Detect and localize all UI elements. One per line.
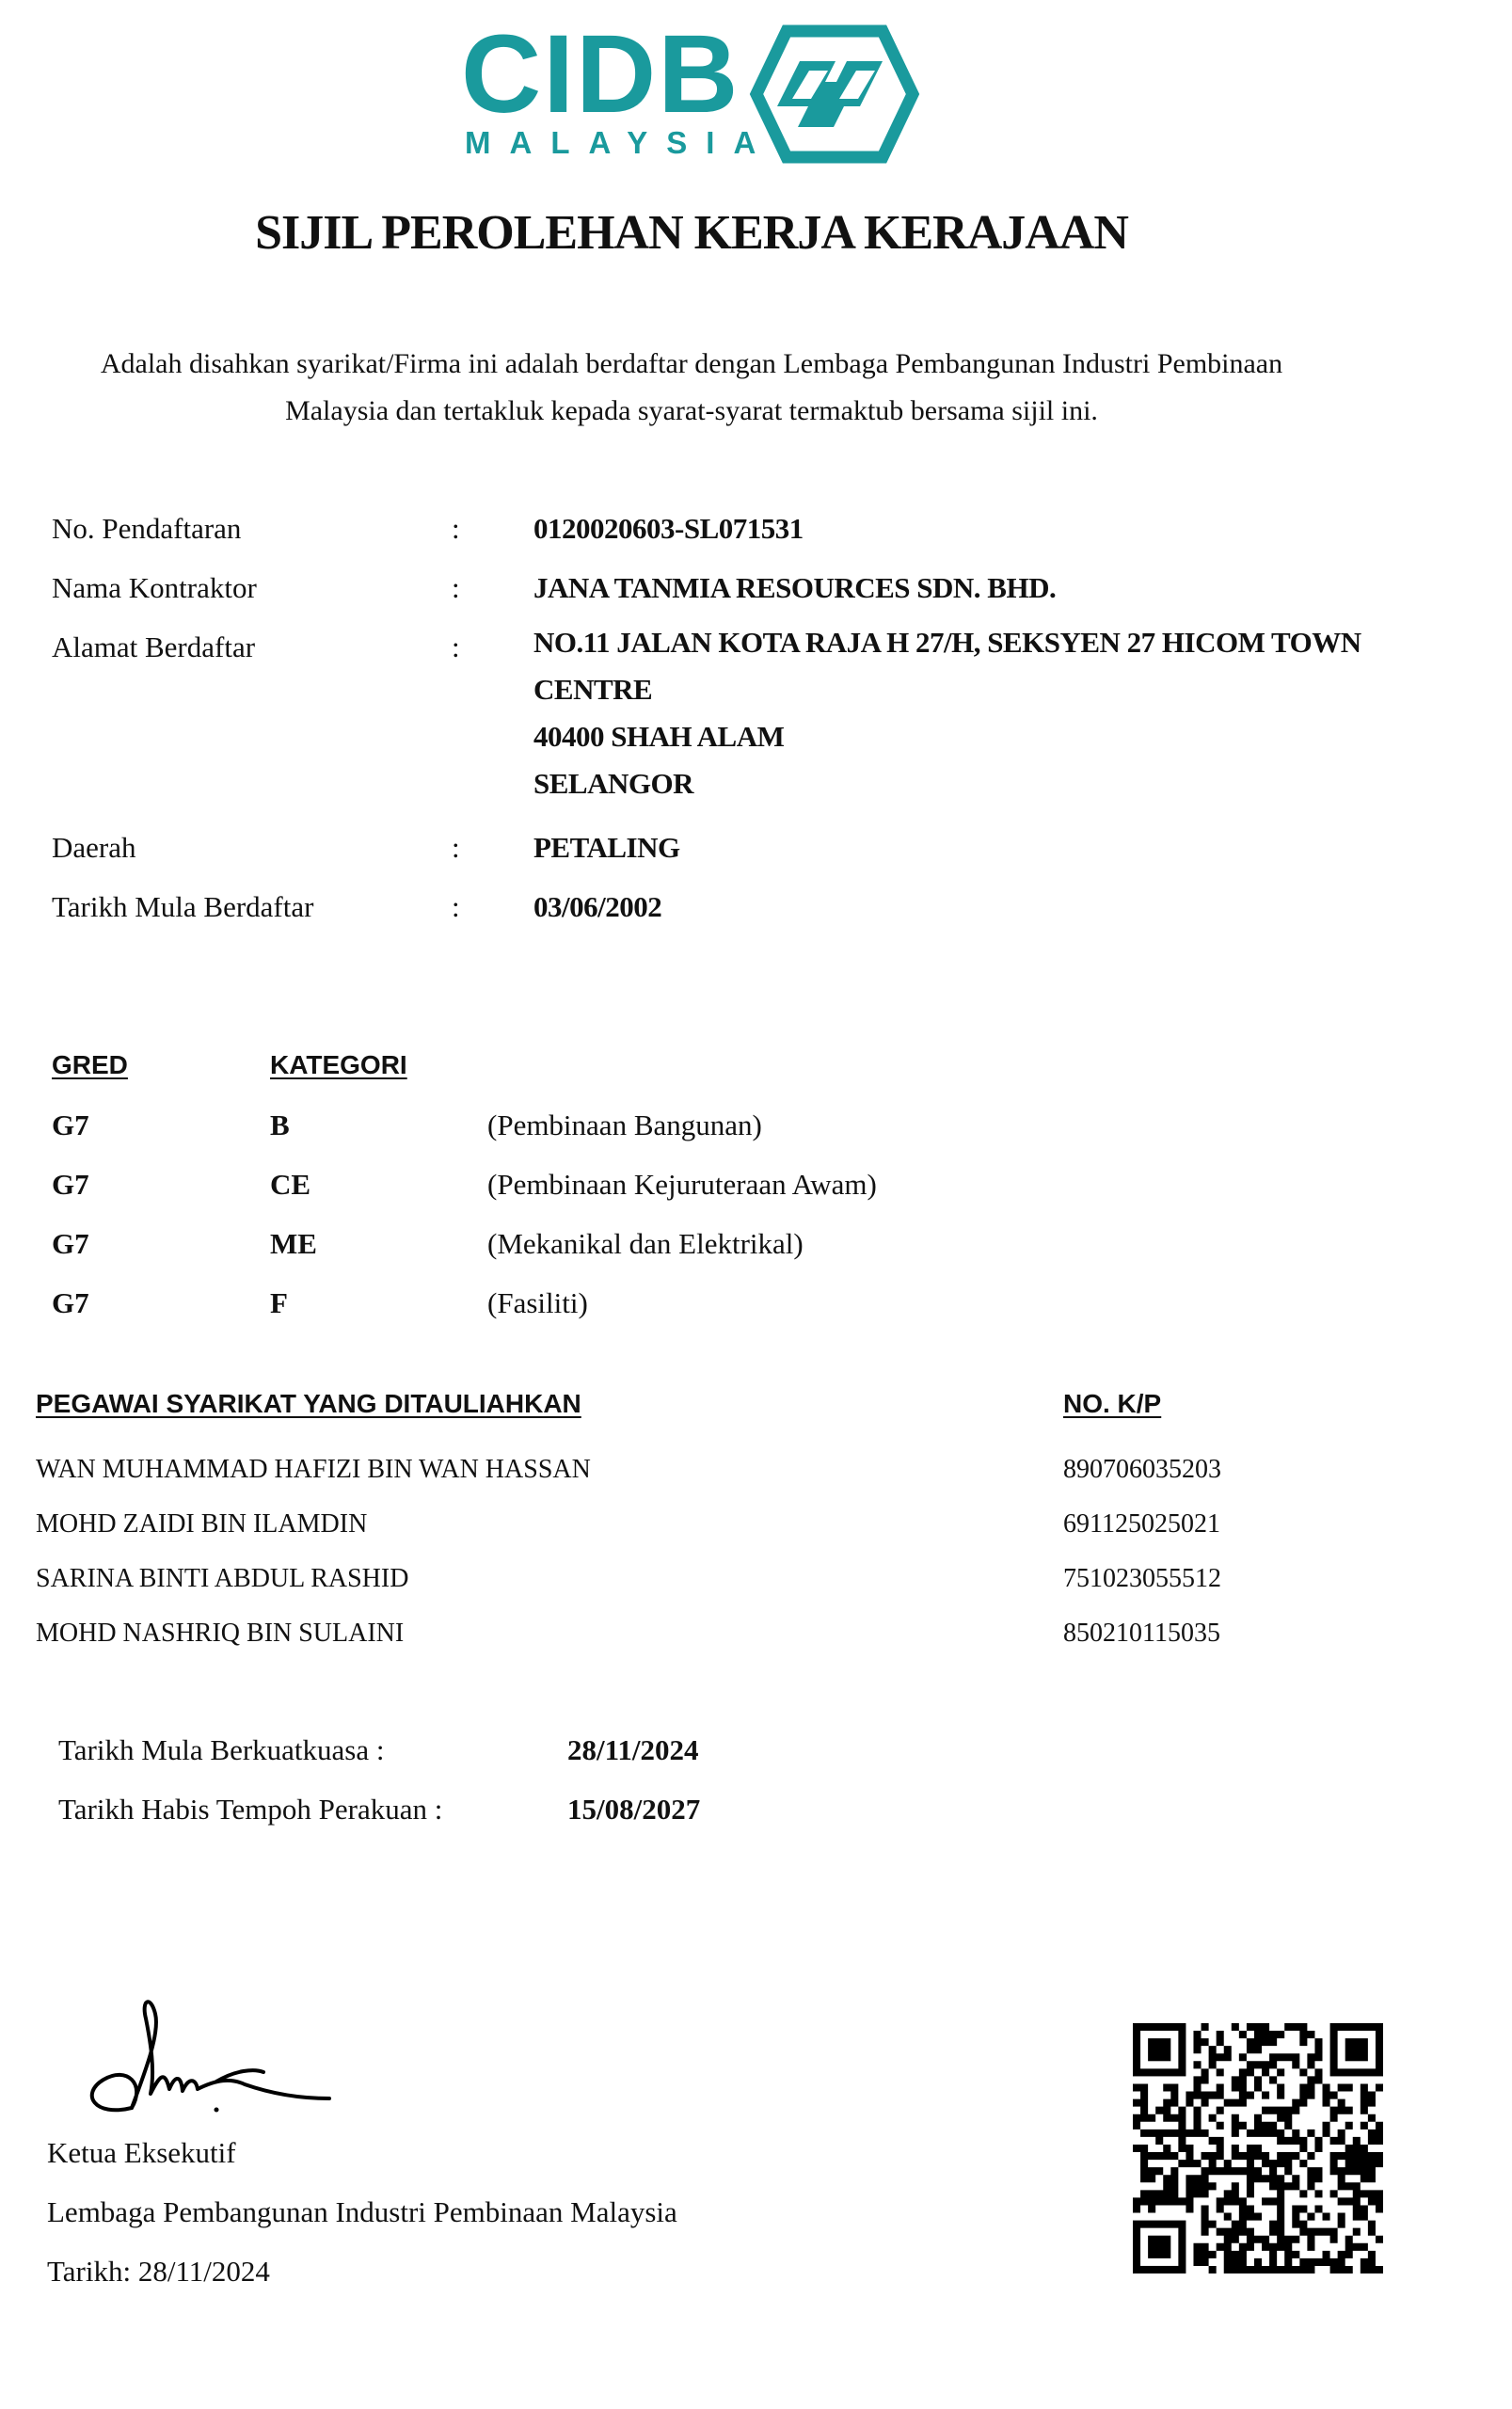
contractor-name-value: JANA TANMIA RESOURCES SDN. BHD. [533,571,1057,604]
qr-code-icon[interactable] [1133,2023,1383,2273]
grade-header: GRED [52,1050,128,1079]
colon: : [452,831,460,864]
colon: : [452,890,460,923]
signature-icon [75,1967,348,2127]
district-label: Daerah [52,831,136,864]
registration-start-label: Tarikh Mula Berdaftar [52,890,314,923]
category-header: KATEGORI [270,1050,407,1079]
category-description: (Mekanikal dan Elektrikal) [487,1227,804,1260]
colon: : [452,630,460,663]
signature-date: Tarikh: 28/11/2024 [47,2255,270,2288]
address-line: 40400 SHAH ALAM [533,720,785,753]
registration-no-label: No. Pendaftaran [52,512,242,545]
officer-name: MOHD ZAIDI BIN ILAMDIN [36,1509,368,1539]
category-description: (Pembinaan Bangunan) [487,1109,762,1141]
officers-header: PEGAWAI SYARIKAT YANG DITAULIAHKAN [36,1389,581,1418]
category-cell: F [270,1286,288,1319]
officer-ic: 890706035203 [1063,1455,1221,1484]
logo-hexagon-icon [741,24,920,165]
address-label: Alamat Berdaftar [52,630,256,663]
registration-start-value: 03/06/2002 [533,890,662,923]
officer-ic: 850210115035 [1063,1619,1220,1648]
grade-cell: G7 [52,1286,89,1319]
colon: : [452,571,460,604]
expiry-date-label: Tarikh Habis Tempoh Perakuan : [58,1793,443,1826]
logo-wordmark: CIDB [461,12,740,136]
signatory-organisation: Lembaga Pembangunan Industri Pembinaan Malaysia [47,2195,677,2228]
officer-ic: 751023055512 [1063,1564,1221,1593]
contractor-name-label: Nama Kontraktor [52,571,257,604]
officer-name: WAN MUHAMMAD HAFIZI BIN WAN HASSAN [36,1455,591,1484]
category-description: (Fasiliti) [487,1286,588,1319]
intro-line-2: Malaysia dan tertakluk kepada syarat-syarat termaktub bersama sijil ini. [285,395,1098,426]
address-value [533,619,1361,807]
logo-subtitle: MALAYSIA [465,125,775,160]
intro-line-1: Adalah disahkan syarikat/Firma ini adalah berdaftar dengan Lembaga Pembangunan Industri Pembinaan [100,348,1283,379]
officer-name: MOHD NASHRIQ BIN SULAINI [36,1619,405,1648]
category-cell: ME [270,1227,317,1260]
grade-cell: G7 [52,1227,89,1260]
certificate-title: SIJIL PEROLEHAN KERJA KERAJAAN [255,206,1128,260]
officer-name: SARINA BINTI ABDUL RASHID [36,1564,409,1593]
expiry-date-value: 15/08/2027 [567,1793,701,1826]
district-value: PETALING [533,831,680,864]
signatory-position: Ketua Eksekutif [47,2136,236,2169]
address-line: NO.11 JALAN KOTA RAJA H 27/H, SEKSYEN 27 HICOM TOWN [533,626,1361,659]
category-description: (Pembinaan Kejuruteraan Awam) [487,1168,877,1201]
address-line: SELANGOR [533,767,693,800]
ic-header: NO. K/P [1063,1389,1162,1418]
cidb-logo [452,12,941,169]
category-cell: CE [270,1168,311,1201]
intro-statement [19,341,1364,435]
registration-no-value: 0120020603-SL071531 [533,512,804,545]
address-line: CENTRE [533,673,653,706]
grade-cell: G7 [52,1109,89,1141]
colon: : [452,512,460,545]
category-cell: B [270,1109,290,1141]
grade-cell: G7 [52,1168,89,1201]
effective-date-value: 28/11/2024 [567,1733,699,1766]
officer-ic: 691125025021 [1063,1509,1220,1539]
effective-date-label: Tarikh Mula Berkuatkuasa : [58,1733,385,1766]
